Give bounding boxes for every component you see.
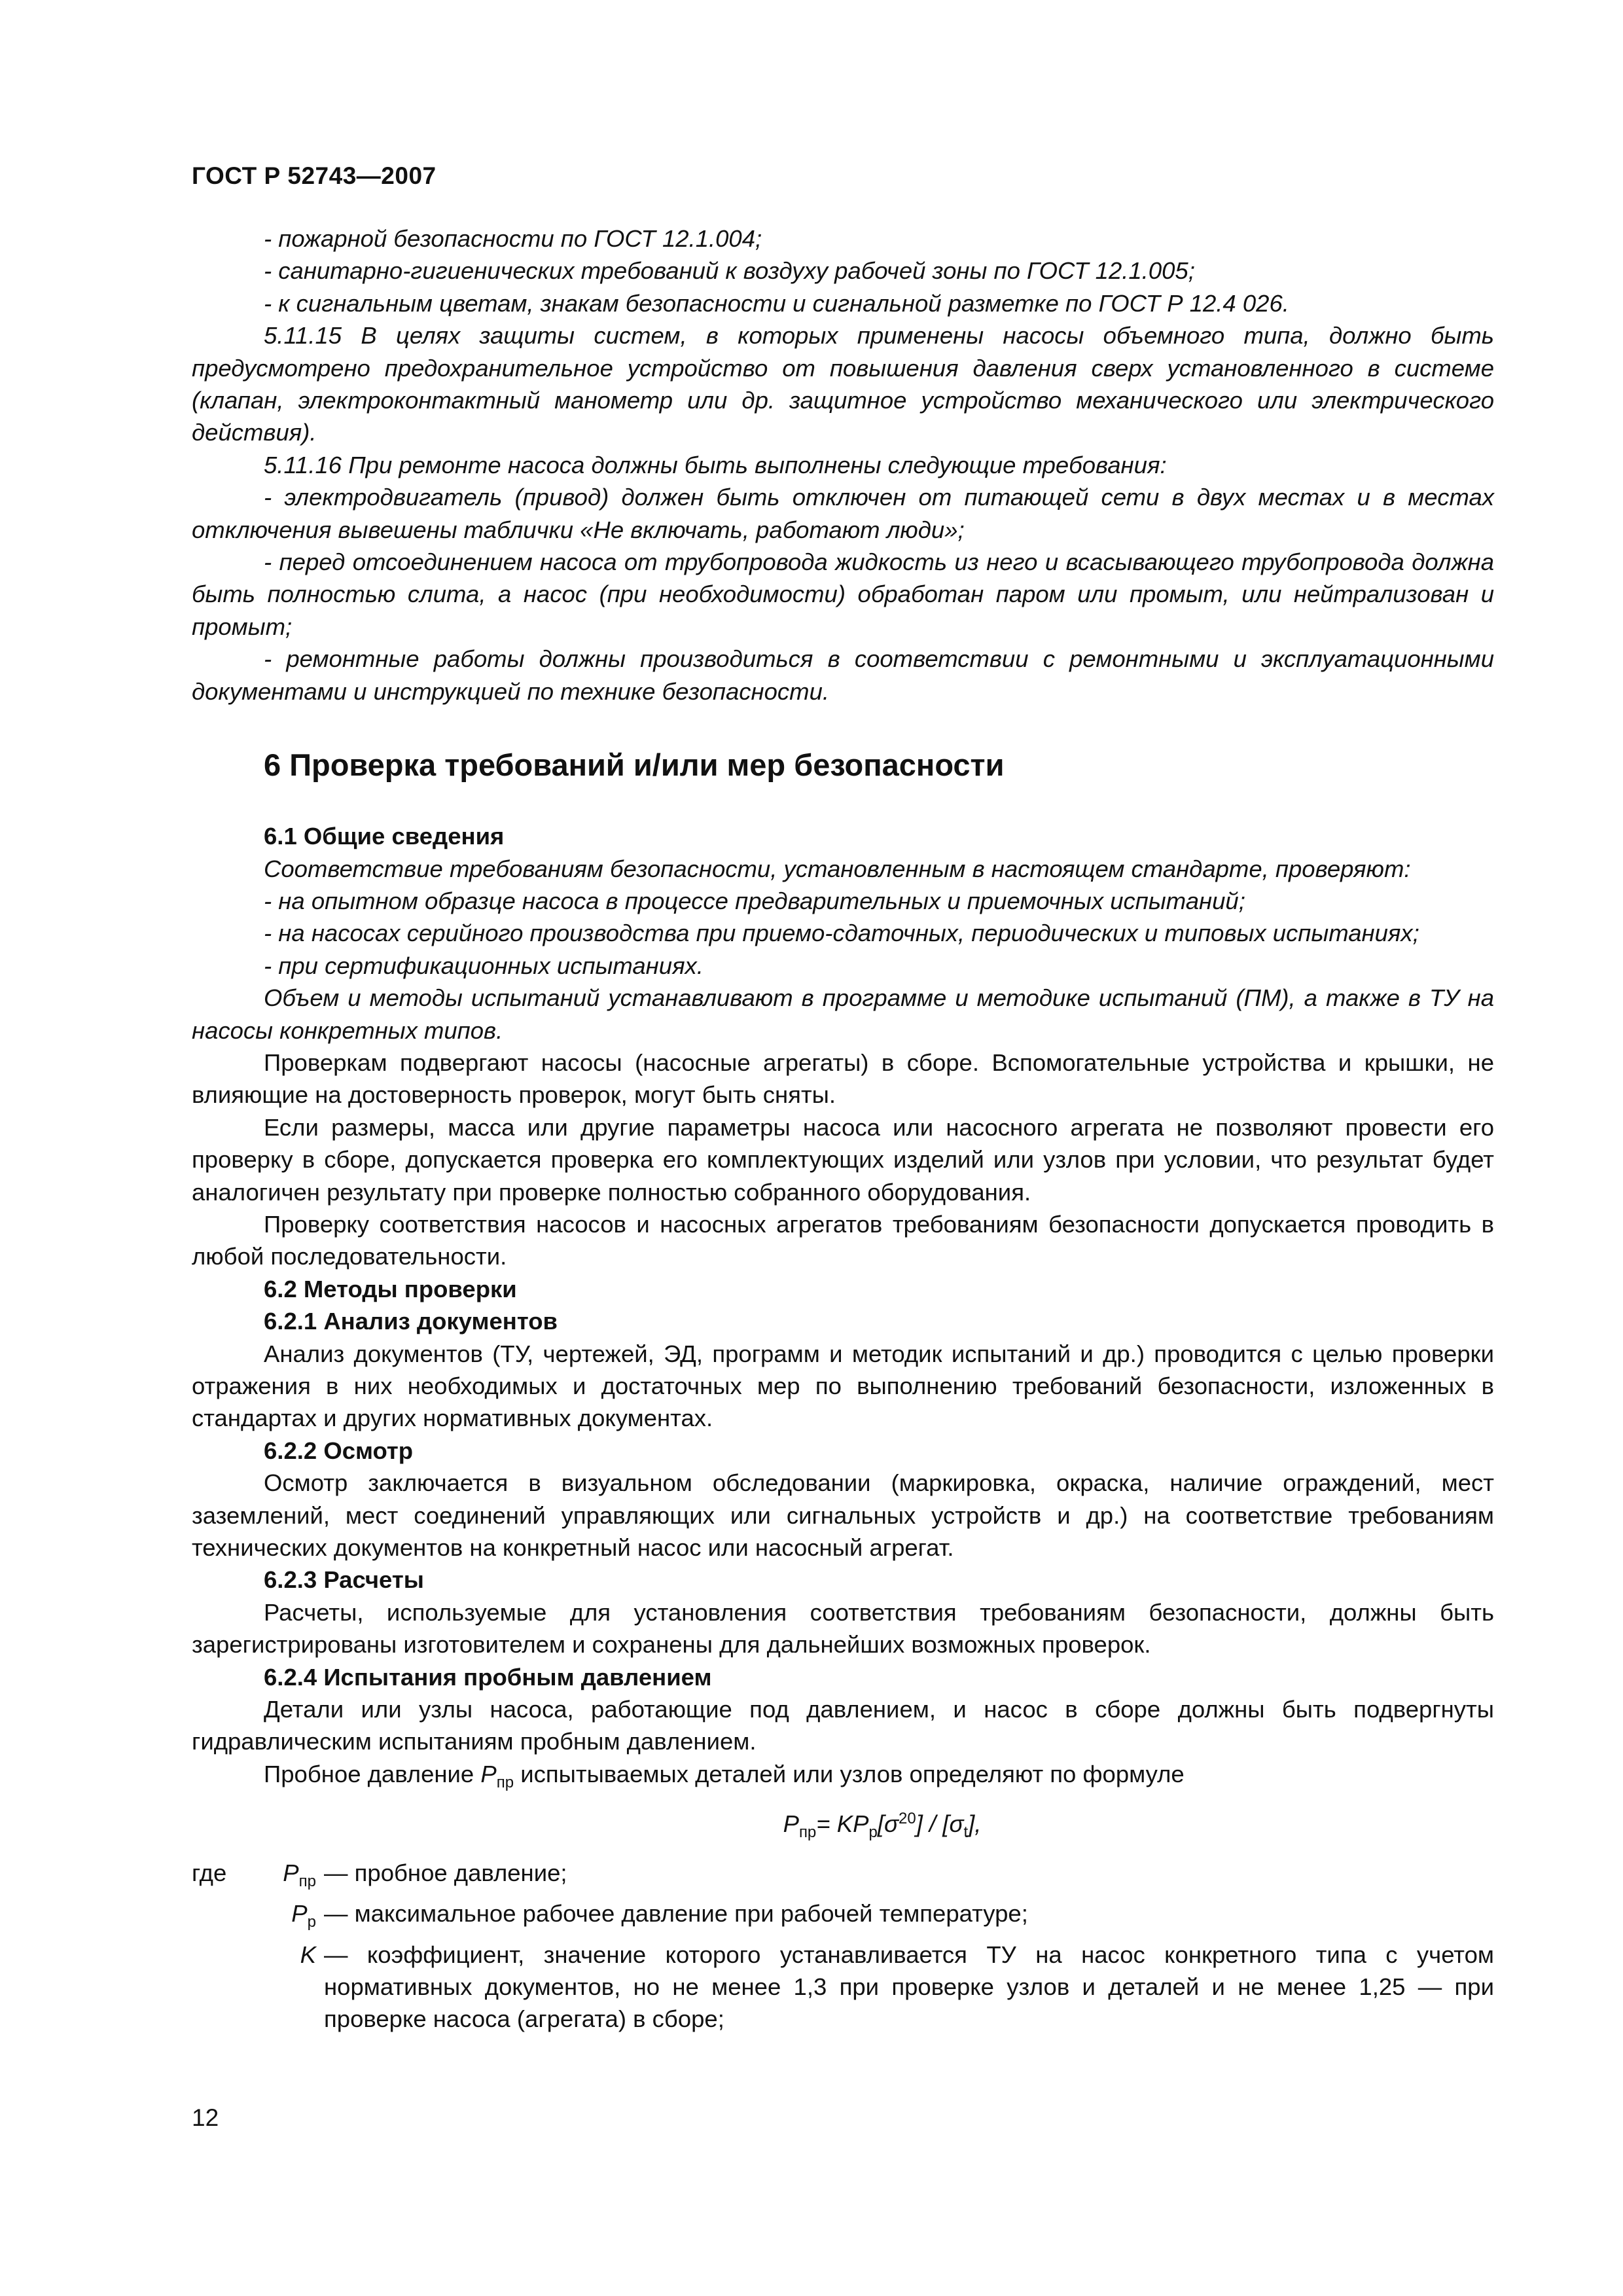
paragraph: Проверку соответствия насосов и насосных агрегатов требованиям безопасности допускается проводить в любой последовательности. bbox=[192, 1210, 1494, 1270]
definition-text: — пробное давление; bbox=[324, 1859, 567, 1886]
formula-end: ], bbox=[968, 1810, 982, 1838]
list-item: - на насосах серийного производства при приемо-сдаточных, периодических и типовых испытаниях; bbox=[264, 920, 1419, 947]
symbol-p: P bbox=[783, 1810, 799, 1838]
definition-row bbox=[192, 1939, 1494, 2036]
list-item: - к сигнальным цветам, знакам безопасности и сигнальной разметке по ГОСТ Р 12.4 026. bbox=[264, 289, 1289, 317]
definition-text: — коэффициент, значение которого устанавливается ТУ на насос конкретного типа с учетом нормативных документов, но не менее 1,3 при проверке узлов и деталей и не менее 1,25 — при проверке насоса (агрегата) в сборе; bbox=[324, 1941, 1494, 2033]
paragraph: Анализ документов (ТУ, чертежей, ЭД, программ и методик испытаний и др.) проводится с целью проверки отражения в них необходимых и достаточных мер по выполнению требований безопасности, изложенных в стандартах и других нормативных документах. bbox=[192, 1340, 1494, 1432]
formula-mid: / [ bbox=[922, 1810, 950, 1838]
where-label: где bbox=[192, 1859, 227, 1886]
symbol-sigma: σ bbox=[949, 1810, 964, 1838]
document-body bbox=[192, 223, 1494, 2036]
list-item: - при сертификационных испытаниях. bbox=[264, 952, 704, 979]
paragraph: Объем и методы испытаний устанавливают в программе и методике испытаний (ПМ), а также в ТУ на насосы конкретных типов. bbox=[192, 984, 1494, 1044]
paragraph: Проверкам подвергают насосы (насосные агрегаты) в сборе. Вспомогательные устройства и крышки, не влияющие на достоверность проверок, могут быть сняты. bbox=[192, 1049, 1494, 1109]
list-item: - ремонтные работы должны производиться в соответствии с ремонтными и эксплуатационными документами и инструкцией по технике безопасности. bbox=[192, 645, 1494, 705]
definition-symbol bbox=[259, 1857, 316, 1897]
symbol-sigma: σ bbox=[883, 1810, 899, 1838]
list-item: - санитарно-гигиенических требований к воздуху рабочей зоны по ГОСТ 12.1.005; bbox=[264, 257, 1195, 285]
definition-symbol bbox=[259, 1939, 316, 1971]
definition-symbol bbox=[259, 1897, 316, 1938]
symbol-sub-r: р bbox=[868, 1823, 878, 1842]
page-number: 12 bbox=[192, 2104, 219, 2131]
subsection-heading: 6.2.1 Анализ документов bbox=[264, 1308, 558, 1335]
document-header: ГОСТ Р 52743—2007 bbox=[192, 162, 437, 189]
subsection-heading: 6.1 Общие сведения bbox=[264, 823, 505, 850]
symbol-p: P bbox=[283, 1859, 299, 1886]
clause-5-11-15: 5.11.15 В целях защиты систем, в которых применены насосы объемного типа, должно быть предусмотрено предохранительное устройство от повышения давления сверх установленного в системе (клапан, электроконтактный манометр или др. защитное устройство механического или электрического действия). bbox=[192, 322, 1494, 446]
list-item: - электродвигатель (привод) должен быть отключен от питающей сети в двух местах и в местах отключения вывешены таблички «Не включать, работают люди»; bbox=[192, 484, 1494, 543]
formula: $P_{пр}= KP_р[\sigma^{20}] / [\sigma_t]$, bbox=[783, 1810, 982, 1842]
symbol-p: P bbox=[480, 1760, 497, 1787]
subsection-heading: 6.2 Методы проверки bbox=[264, 1275, 517, 1302]
paragraph: Детали или узлы насоса, работающие под давлением, и насос в сборе должны быть подвергнуты гидравлическим испытаниям пробным давлением. bbox=[192, 1696, 1494, 1755]
paragraph: Осмотр заключается в визуальном обследовании (маркировка, окраска, наличие ограждений, мест заземлений, мест соединений управляющих или сигнальных устройств и др.) на соответствие требованиям технических документов на конкретный насос или насосный агрегат. bbox=[192, 1469, 1494, 1562]
subsection-heading: 6.2.2 Осмотр bbox=[264, 1437, 414, 1464]
paragraph: Если размеры, масса или другие параметры насоса или насосного агрегата не позволяют провести его проверку в сборе, допускается проверка его комплектующих изделий или узлов при условии, что результат будет аналогичен результату при проверке полностью собранного оборудования. bbox=[192, 1113, 1494, 1206]
symbol-sub-pr: пр bbox=[798, 1823, 817, 1842]
symbol-sub-t: t bbox=[963, 1823, 969, 1842]
formula-intro-text: Пробное давление bbox=[264, 1760, 481, 1787]
formula-eq: = bbox=[816, 1810, 837, 1838]
symbol-sub-pr: пр bbox=[298, 1872, 316, 1890]
list-item: - на опытном образце насоса в процессе предварительных и приемочных испытаний; bbox=[264, 887, 1245, 914]
formula-intro bbox=[192, 1758, 1494, 1799]
paragraph: Расчеты, используемые для установления соответствия требованиям безопасности, должны быть зарегистрированы изготовителем и сохранены для дальнейших возможных проверок. bbox=[192, 1598, 1494, 1659]
symbol-k: K bbox=[836, 1810, 853, 1838]
symbol-definitions bbox=[192, 1857, 1494, 2036]
clause-5-11-16: 5.11.16 При ремонте насоса должны быть выполнены следующие требования: bbox=[264, 451, 1167, 478]
paragraph: Соответствие требованиям безопасности, установленным в настоящем стандарте, проверяют: bbox=[264, 855, 1411, 882]
definition-text: — максимальное рабочее давление при рабочей температуре; bbox=[324, 1900, 1028, 1928]
symbol-sup-20: 20 bbox=[899, 1810, 916, 1828]
section-heading: 6 Проверка требований и/или мер безопасности bbox=[264, 747, 1005, 783]
subsection-heading: 6.2.4 Испытания пробным давлением bbox=[264, 1663, 712, 1691]
symbol-k: K bbox=[300, 1941, 316, 1968]
subsection-heading: 6.2.3 Расчеты bbox=[264, 1566, 424, 1594]
definition-row bbox=[192, 1857, 1494, 1897]
definition-row bbox=[192, 1897, 1494, 1938]
list-item: - пожарной безопасности по ГОСТ 12.1.004; bbox=[264, 225, 762, 252]
symbol-sub-pr: пр bbox=[496, 1773, 514, 1791]
list-item: - перед отсоединением насоса от трубопровода жидкость из него и всасывающего трубопровода должна быть полностью слита, а насос (при необходимости) обработан паром или промыт, или нейтрализован и промыт; bbox=[192, 548, 1494, 640]
symbol-p: P bbox=[853, 1810, 869, 1838]
symbol-p: P bbox=[291, 1900, 308, 1928]
formula-intro-text: испытываемых деталей или узлов определяют по формуле bbox=[514, 1760, 1185, 1787]
symbol-sub-r: р bbox=[307, 1913, 316, 1931]
